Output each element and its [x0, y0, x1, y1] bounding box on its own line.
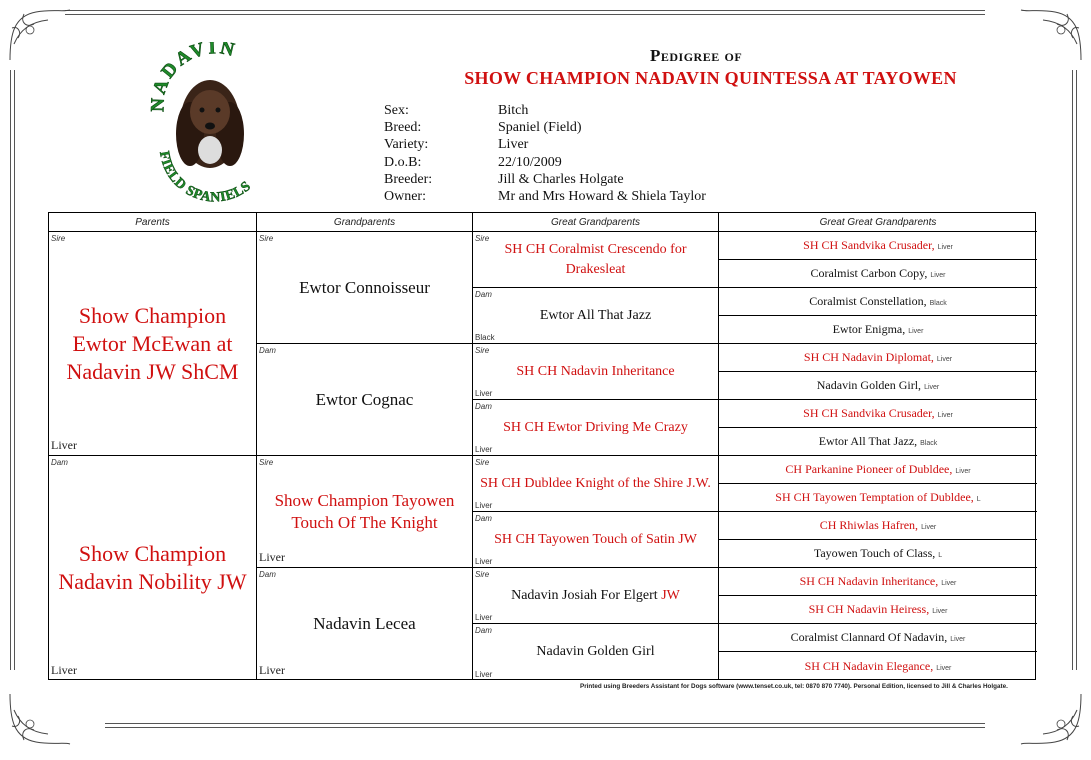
- great-great-grandparents-cell-2: [719, 260, 1037, 288]
- dog-name: [505, 586, 686, 606]
- title-line-1: Pedigree of: [650, 46, 743, 65]
- info-row-variety: Variety: Liver: [384, 137, 529, 153]
- dog-name: Nadavin Lecea: [313, 614, 416, 633]
- dog-name: Show Champion Nadavin Nobility JW: [58, 541, 247, 594]
- dog-name: Show Champion Tayowen Touch Of The Knight: [274, 490, 455, 532]
- sire-label: Sire: [475, 234, 490, 243]
- great-great-grandparents-cell-10: [719, 484, 1037, 512]
- dog-name: [805, 602, 952, 617]
- frame-left-line-inner: [14, 70, 15, 670]
- grandparents-cell-3: [257, 456, 473, 568]
- parents-cell-1: [49, 232, 257, 456]
- dog-name-part: SH CH Ewtor Driving Me Crazy: [503, 419, 688, 435]
- dog-colour: Liver: [475, 445, 493, 454]
- dam-label: Dam: [259, 570, 276, 579]
- frame-right-line-inner: [1076, 70, 1077, 670]
- frame-top-line-inner: [65, 14, 985, 15]
- dog-name: [530, 642, 660, 662]
- dam-label: Dam: [475, 514, 492, 523]
- column-header-4: Great Great Grandparents: [719, 213, 1037, 232]
- info-row-dob: D.o.B: 22/10/2009: [384, 154, 562, 170]
- footer-credit: Printed using Breeders Assistant for Dogs software (www.tenset.co.uk, tel: 0870 870 7740). Personal Edition, licensed to Jill & Charles Holgate.: [580, 683, 1008, 690]
- corner-ornament-top-right: [1017, 4, 1087, 64]
- dog-name-part: SH CH Tayowen Touch of Satin JW: [494, 531, 697, 547]
- corner-ornament-bottom-right: [1017, 690, 1087, 750]
- great-great-grandparents-cell-11: [719, 512, 1037, 540]
- dam-label: Dam: [475, 290, 492, 299]
- dog-name: [815, 434, 942, 449]
- great-great-grandparents-cell-4: [719, 316, 1037, 344]
- dog-colour: Liver: [921, 524, 937, 531]
- frame-right-line: [1072, 70, 1073, 670]
- sire-label: Sire: [475, 458, 490, 467]
- dog-name: [534, 306, 657, 326]
- dog-name-text: CH Rhiwlas Hafren,: [819, 518, 919, 532]
- pedigree-table: [48, 212, 1036, 680]
- dog-name: [781, 462, 974, 477]
- dam-label: Dam: [259, 346, 276, 355]
- dog-colour: Black: [475, 333, 495, 342]
- great-great-grandparents-cell-15: [719, 624, 1037, 652]
- info-row-breed: Breed: Spaniel (Field): [384, 120, 582, 136]
- sire-label: Sire: [259, 458, 274, 467]
- info-row-sex: Sex: Bitch: [384, 103, 529, 118]
- dog-colour: Liver: [950, 636, 966, 643]
- title-dog-name: SHOW CHAMPION NADAVIN QUINTESSA AT TAYOWEN: [464, 68, 957, 88]
- dog-colour: Liver: [941, 580, 957, 587]
- great-great-grandparents-cell-7: [719, 400, 1037, 428]
- dog-colour: Liver: [475, 670, 493, 679]
- frame-left-line: [10, 70, 11, 670]
- great-great-grandparents-cell-5: [719, 344, 1037, 372]
- dog-name-part: SH CH Coralmist Crescendo for Drakesleat: [504, 241, 687, 277]
- dog-name-text: Ewtor All That Jazz,: [818, 434, 918, 448]
- dog-name: [801, 659, 956, 674]
- dam-label: Dam: [51, 458, 68, 467]
- great-great-grandparents-cell-13: [719, 568, 1037, 596]
- frame-bottom-line-inner: [105, 727, 985, 728]
- dog-colour: Liver: [475, 389, 493, 398]
- dog-name-text: CH Parkanine Pioneer of Dubldee,: [785, 462, 953, 476]
- dog-colour: Liver: [936, 664, 952, 672]
- dog-colour: Liver: [51, 663, 77, 677]
- dog-colour: L: [938, 552, 943, 559]
- frame-bottom-line: [105, 723, 985, 724]
- info-row-breeder: Breeder: Jill & Charles Holgate: [384, 171, 624, 187]
- dog-name: [799, 406, 957, 421]
- grandparents-cell-4: [257, 568, 473, 680]
- dog-colour: Black: [929, 300, 947, 307]
- dog-colour: Liver: [51, 438, 77, 452]
- great-grandparents-cell-2: [473, 288, 719, 344]
- great-grandparents-cell-1: [473, 232, 719, 288]
- grandparents-cell-2: [257, 344, 473, 456]
- dog-name: [473, 240, 718, 280]
- dog-colour: Liver: [475, 501, 493, 510]
- dog-name: [816, 518, 941, 533]
- dog-info: [384, 102, 706, 205]
- dog-name: Ewtor Connoisseur: [299, 277, 430, 297]
- logo-text-bottom: FIELD SPANIELS: [155, 149, 254, 206]
- dog-name: [806, 266, 949, 281]
- dog-name-part: Ewtor All That Jazz: [539, 307, 652, 323]
- dog-colour: Black: [920, 440, 938, 447]
- dog-colour: L: [976, 496, 981, 503]
- dog-name-text: SH CH Tayowen Temptation of Dubldee,: [775, 490, 974, 504]
- dam-label: Dam: [475, 626, 492, 635]
- dog-colour: Liver: [259, 663, 285, 677]
- dog-name-text: Coralmist Constellation,: [809, 294, 927, 308]
- dog-name-text: SH CH Nadavin Heiress,: [808, 602, 930, 616]
- logo-text-top: ADAVIN: [150, 42, 240, 97]
- dog-name: [813, 378, 944, 393]
- dam-label: Dam: [475, 402, 492, 411]
- dog-name-part: Nadavin Josiah For Elgert: [511, 587, 662, 603]
- great-grandparents-cell-6: [473, 512, 719, 568]
- dog-name: [805, 294, 950, 309]
- dog-name-part: Nadavin Golden Girl: [536, 644, 655, 659]
- dog-name-text: Ewtor Enigma,: [832, 322, 906, 336]
- great-grandparents-cell-4: [473, 400, 719, 456]
- dog-name: [474, 474, 717, 494]
- dog-name: Show Champion Ewtor McEwan at Nadavin JW ShCM: [66, 302, 239, 384]
- dog-name-text: Coralmist Carbon Copy,: [810, 266, 928, 280]
- column-header-1: Parents: [49, 213, 257, 232]
- dog-colour: Liver: [936, 356, 953, 363]
- corner-ornament-top-left: [4, 4, 74, 64]
- dog-name-part: JW: [661, 587, 680, 603]
- great-grandparents-cell-8: [473, 624, 719, 680]
- sire-label: Sire: [475, 346, 490, 355]
- dog-name-part: SH CH Nadavin Inheritance: [516, 363, 675, 379]
- frame-top-line: [65, 10, 985, 11]
- corner-ornament-bottom-left: [4, 690, 74, 750]
- great-great-grandparents-cell-12: [719, 540, 1037, 568]
- column-header-2: Grandparents: [257, 213, 473, 232]
- parents-cell-2: [49, 456, 257, 680]
- dog-colour: Liver: [475, 613, 493, 622]
- dog-colour: Liver: [937, 412, 953, 419]
- great-grandparents-cell-5: [473, 456, 719, 512]
- dog-colour: Liver: [955, 468, 971, 475]
- kennel-logo: [150, 42, 275, 207]
- dog-name: [488, 530, 703, 550]
- dog-name: [787, 630, 970, 645]
- great-great-grandparents-cell-1: [719, 232, 1037, 260]
- sire-label: Sire: [259, 234, 274, 243]
- great-great-grandparents-cell-3: [719, 288, 1037, 316]
- sire-label: Sire: [51, 234, 66, 243]
- great-grandparents-cell-7: [473, 568, 719, 624]
- dog-name-text: Nadavin Golden Girl,: [816, 378, 922, 392]
- sire-label: Sire: [475, 570, 490, 579]
- info-row-owner: Owner: Mr and Mrs Howard & Shiela Taylor: [384, 189, 706, 205]
- dog-name: [771, 490, 984, 505]
- dog-colour: Liver: [475, 557, 493, 566]
- grandparents-cell-1: [257, 232, 473, 344]
- dog-colour: Liver: [930, 272, 946, 279]
- dog-name-text: Tayowen Touch of Class,: [813, 546, 936, 560]
- dog-name-text: Coralmist Clannard Of Nadavin,: [790, 630, 948, 644]
- dog-name: [510, 362, 680, 382]
- dog-name-text: SH CH Nadavin Diplomat,: [803, 350, 934, 364]
- great-great-grandparents-cell-14: [719, 596, 1037, 624]
- dog-colour: Liver: [924, 384, 940, 391]
- dog-name: Ewtor Cognac: [315, 389, 414, 409]
- dog-colour: Liver: [932, 608, 948, 615]
- dog-name: [829, 322, 928, 337]
- dog-name: [796, 574, 961, 589]
- dog-name: [810, 546, 946, 561]
- dog-name-text: SH CH Nadavin Inheritance,: [799, 574, 939, 588]
- great-great-grandparents-cell-9: [719, 456, 1037, 484]
- great-great-grandparents-cell-16: [719, 652, 1037, 680]
- column-header-3: Great Grandparents: [473, 213, 719, 232]
- dog-name: [799, 238, 957, 253]
- dog-name: [800, 350, 956, 365]
- dog-colour: Liver: [937, 244, 953, 251]
- dog-name-text: SH CH Sandvika Crusader,: [803, 406, 935, 420]
- great-great-grandparents-cell-6: [719, 372, 1037, 400]
- dog-colour: Liver: [259, 550, 285, 564]
- dog-name-part: SH CH Dubldee Knight of the Shire J.W.: [480, 475, 711, 491]
- dog-name-text: SH CH Nadavin Elegance,: [804, 658, 934, 673]
- great-grandparents-cell-3: [473, 344, 719, 400]
- great-great-grandparents-cell-8: [719, 428, 1037, 456]
- dog-name: [497, 418, 694, 438]
- dog-colour: Liver: [908, 328, 924, 335]
- dog-name-text: SH CH Sandvika Crusader,: [803, 238, 935, 252]
